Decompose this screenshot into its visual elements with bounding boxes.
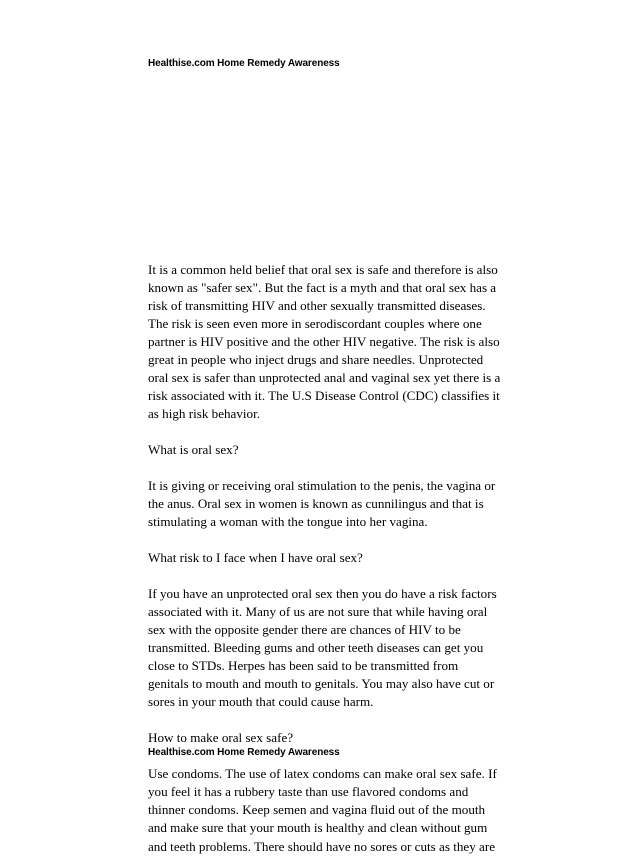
text-line: known as "safer sex". But the fact is a myth and that oral sex has a	[148, 280, 497, 296]
text-line: partner is HIV positive and the other HIV negative. The risk is also	[148, 334, 500, 350]
paragraph-spacer	[148, 459, 498, 477]
text-line: close to STDs. Herpes has been said to be transmitted from	[148, 658, 459, 674]
text-line: oral sex is safer than unprotected anal and vaginal sex yet there is a	[148, 370, 501, 386]
section-heading	[148, 441, 498, 459]
paragraph	[148, 585, 498, 711]
paragraph	[148, 477, 498, 531]
text-line: and teeth problems. There should have no sores or cuts as they are	[148, 838, 496, 854]
text-line: and make sure that your mouth is healthy and clean without gum	[148, 820, 488, 836]
paragraph	[148, 765, 498, 855]
paragraph-spacer	[148, 531, 498, 549]
section-heading	[148, 729, 498, 747]
text-line: stimulating a woman with the tongue into her vagina.	[148, 514, 428, 530]
text-line: Use condoms. The use of latex condoms can make oral sex safe. If	[148, 766, 497, 782]
text-line: The risk is seen even more in serodiscordant couples where one	[148, 316, 482, 332]
text-line: thinner condoms. Keep semen and vagina fluid out of the mouth	[148, 802, 486, 818]
text-line: as high risk behavior.	[148, 406, 261, 422]
paragraph-spacer	[148, 423, 498, 441]
text-line: risk of transmitting HIV and other sexually transmitted diseases.	[148, 298, 486, 314]
paragraph-spacer	[148, 711, 498, 729]
text-line: It is a common held belief that oral sex is safe and therefore is also	[148, 262, 498, 277]
text-line: sex with the opposite gender there are chances of HIV to be	[148, 622, 461, 638]
section-heading	[148, 549, 498, 567]
heading-line: What is oral sex?	[148, 442, 239, 458]
text-line: It is giving or receiving oral stimulation to the penis, the vagina or	[148, 478, 496, 494]
text-line: great in people who inject drugs and share needles. Unprotected	[148, 352, 484, 368]
text-line: transmitted. Bleeding gums and other teeth diseases can get you	[148, 640, 484, 656]
page-footer: Healthise.com Home Remedy Awareness	[148, 747, 340, 758]
text-line: the anus. Oral sex in women is known as cunnilingus and that is	[148, 496, 484, 512]
heading-line: What risk to I face when I have oral sex?	[148, 550, 363, 566]
page-header: Healthise.com Home Remedy Awareness	[148, 58, 340, 69]
heading-line: How to make oral sex safe?	[148, 730, 294, 746]
text-line: associated with it. Many of us are not sure that while having oral	[148, 604, 488, 620]
text-line: sores in your mouth that could cause harm.	[148, 694, 374, 710]
document-body	[148, 261, 501, 856]
text-line: genitals to mouth and mouth to genitals. You may also have cut or	[148, 676, 495, 692]
text-line: If you have an unprotected oral sex then you do have a risk factors	[148, 586, 497, 602]
text-line: you feel it has a rubbery taste than use flavored condoms and	[148, 784, 469, 800]
paragraph	[148, 261, 501, 423]
text-line: risk associated with it. The U.S Disease Control (CDC) classifies it	[148, 388, 500, 404]
paragraph-spacer	[148, 567, 498, 585]
